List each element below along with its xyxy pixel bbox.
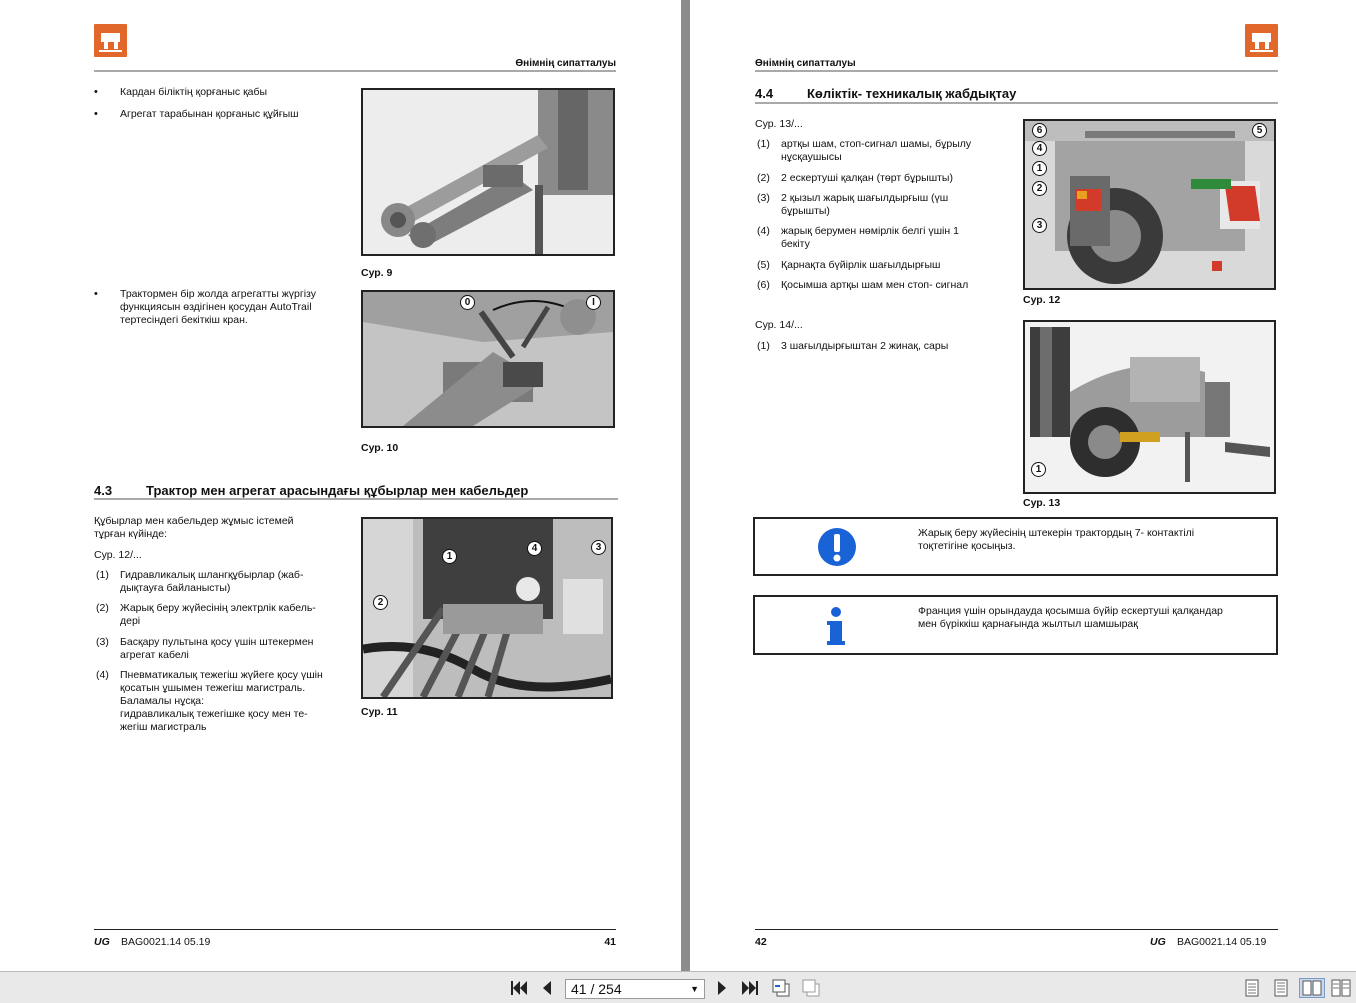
figure-12-label: 4 — [1032, 141, 1047, 156]
running-header: Өнімнің сипатталуы — [755, 58, 856, 69]
section-rule — [94, 498, 618, 500]
running-header: Өнімнің сипатталуы — [515, 58, 616, 69]
two-page-view-button[interactable] — [1299, 978, 1325, 998]
section-title: Көліктік- техникалық жабдықтау — [807, 86, 1017, 101]
last-page-icon — [741, 980, 759, 996]
item-number: (6) — [757, 279, 770, 291]
next-page-button[interactable] — [712, 978, 732, 998]
item-text: 2 ескертуші қалқан (төрт бұрышты) — [781, 172, 953, 184]
item-number: (3) — [757, 192, 770, 204]
chevron-down-icon: ▼ — [690, 984, 699, 994]
go-forward-view-icon — [800, 979, 822, 997]
figure-11-label: 2 — [373, 595, 388, 610]
next-page-icon — [716, 980, 728, 996]
attention-note — [753, 517, 1278, 576]
single-page-view-button[interactable] — [1241, 978, 1263, 998]
page-number-select[interactable] — [565, 979, 705, 999]
bullet-icon: • — [94, 108, 98, 120]
item-number: (1) — [96, 569, 109, 581]
first-page-icon — [510, 980, 528, 996]
bullet-text: Кардан біліктің қорғаныс қабы — [120, 86, 268, 98]
brand-logo — [94, 24, 127, 57]
figure-12-label: 2 — [1032, 181, 1047, 196]
item-number: (2) — [757, 172, 770, 184]
two-page-icon — [1302, 980, 1322, 996]
figure-reference: Сур. 12/... — [94, 549, 142, 561]
item-text: жарық берумен нөмірлік белгі үшін 1 бекіту — [781, 225, 959, 250]
footer-brand: UG — [1150, 936, 1166, 948]
section-rule — [755, 102, 1278, 104]
figure-13-label: 1 — [1031, 462, 1046, 477]
figure-12-label: 1 — [1032, 161, 1047, 176]
item-text: Қосымша артқы шам мен стоп- сигнал — [781, 279, 969, 291]
last-page-button[interactable] — [739, 978, 761, 998]
figure-11-image — [361, 517, 613, 699]
item-number: (2) — [96, 602, 109, 614]
item-number: (5) — [757, 259, 770, 271]
footer-doc-code: BAG0021.14 05.19 — [121, 936, 211, 948]
item-text: Пневматикалық тежегіш жүйеге қосу үшін қосатын ұшымен тежегіш магистраль. Баламалы нұсқа: гидравликалық тежегішке қосу мен те- жегіш магистраль — [120, 669, 323, 733]
figure-11-label: 3 — [591, 540, 606, 555]
previous-page-button[interactable] — [537, 978, 557, 998]
page-indicator: 41 / 254 — [571, 981, 622, 997]
two-page-continuous-icon — [1331, 979, 1351, 997]
header-rule — [94, 70, 616, 72]
figure-10-image — [361, 290, 615, 428]
page-number: 41 — [604, 936, 616, 948]
continuous-view-button[interactable] — [1270, 978, 1292, 998]
footer-rule — [755, 929, 1278, 930]
go-back-view-icon — [770, 979, 792, 997]
item-number: (3) — [96, 636, 109, 648]
info-icon — [824, 606, 848, 651]
figure-12-label: 5 — [1252, 123, 1267, 138]
item-number: (4) — [757, 225, 770, 237]
figure-12-label: 6 — [1032, 123, 1047, 138]
figure-11-caption: Сур. 11 — [361, 706, 398, 718]
figure-10-label: I — [586, 295, 601, 310]
figure-13-image — [1023, 320, 1276, 494]
bullet-icon: • — [94, 86, 98, 98]
note-text: Франция үшін орындауда қосымша бүйір ескертуші қалқандар мен бүріккіш қарнағында жылтыл шамшырақ — [918, 605, 1223, 630]
figure-9-image — [361, 88, 615, 256]
viewer-toolbar — [0, 971, 1356, 1003]
section-title: Трактор мен агрегат арасындағы құбырлар мен кабельдер — [146, 483, 529, 498]
section-number: 4.4 — [755, 86, 774, 101]
page-number: 42 — [755, 936, 767, 948]
item-text: Гидравликалық шлангқұбырлар (жаб- дықтауға байланысты) — [120, 569, 304, 594]
first-page-button[interactable] — [508, 978, 530, 998]
item-number: (1) — [757, 138, 770, 150]
figure-13-caption: Сур. 13 — [1023, 497, 1061, 509]
right-page — [690, 0, 1356, 971]
previous-page-icon — [541, 980, 553, 996]
footer-brand: UG — [94, 936, 110, 948]
figure-11-label: 1 — [442, 549, 457, 564]
item-number: (1) — [757, 340, 770, 352]
left-page — [0, 0, 681, 971]
figure-reference: Сур. 14/... — [755, 319, 803, 331]
bullet-text: Трактормен бір жолда агрегатты жүргізу функциясын өздігінен қосудан AutoTrail тертесіндегі бекіткіш кран. — [120, 288, 316, 326]
go-back-view-button[interactable] — [769, 978, 793, 998]
figure-reference: Сур. 13/... — [755, 118, 803, 130]
figure-11-label: 4 — [527, 541, 542, 556]
intro-text: Құбырлар мен кабельдер жұмыс істемей тұрған күйінде: — [94, 515, 294, 540]
item-text: 2 қызыл жарық шағылдырғыш (үш бұрышты) — [781, 192, 949, 217]
bullet-text: Агрегат тарабынан қорғаныс құйғыш — [120, 108, 299, 120]
bullet-icon: • — [94, 288, 98, 300]
item-text: Басқару пультына қосу үшін штекермен агрегат кабелі — [120, 636, 314, 661]
figure-12-image — [1023, 119, 1276, 290]
figure-12-label: 3 — [1032, 218, 1047, 233]
item-number: (4) — [96, 669, 109, 681]
figure-9-caption: Сур. 9 — [361, 267, 393, 279]
figure-10-caption: Сур. 10 — [361, 442, 399, 454]
two-page-continuous-view-button[interactable] — [1329, 978, 1353, 998]
header-rule — [755, 70, 1278, 72]
item-text: артқы шам, стоп-сигнал шамы, бұрылу нұсқаушысы — [781, 138, 972, 163]
brand-logo — [1245, 24, 1278, 57]
single-page-icon — [1244, 979, 1260, 997]
continuous-page-icon — [1273, 979, 1289, 997]
section-number: 4.3 — [94, 483, 113, 498]
item-text: 3 шағылдырғыштан 2 жинақ, сары — [781, 340, 949, 352]
go-forward-view-button[interactable] — [799, 978, 823, 998]
footer-doc-code: BAG0021.14 05.19 — [1177, 936, 1267, 948]
info-note — [753, 595, 1278, 655]
footer-rule — [94, 929, 616, 930]
figure-12-caption: Сур. 12 — [1023, 294, 1061, 306]
item-text: Жарық беру жүйесінің электрлік кабель- дері — [120, 602, 316, 627]
note-text: Жарық беру жүйесінің штекерін трактордың 7- контактілі тоқтетігіне қосыңыз. — [918, 527, 1195, 552]
exclamation-icon — [817, 527, 857, 572]
item-text: Қарнақта бүйірлік шағылдырғыш — [781, 259, 941, 271]
figure-10-label: 0 — [460, 295, 475, 310]
